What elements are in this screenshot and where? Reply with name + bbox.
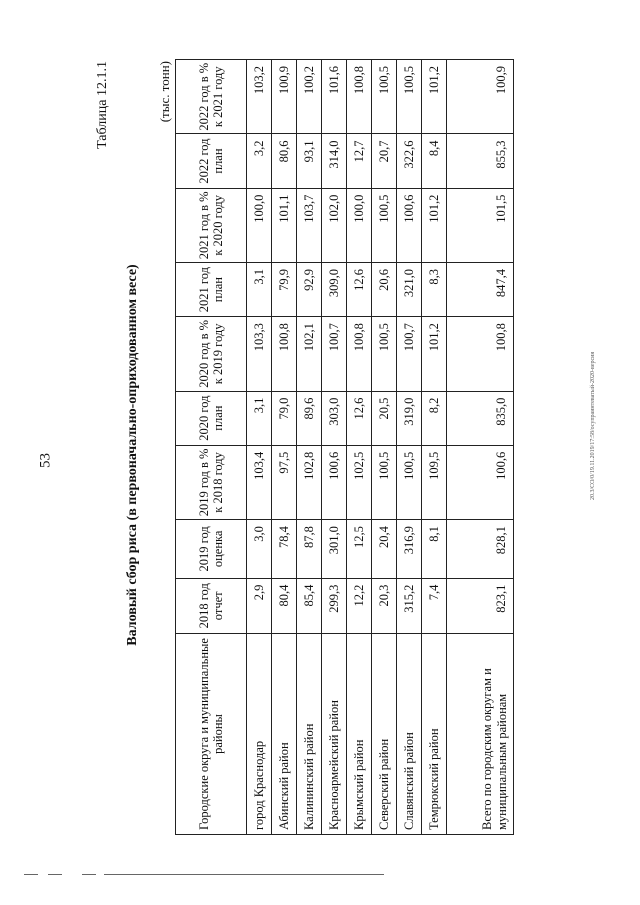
district-name: Всего по городским округам и муниципальным районам <box>447 634 514 835</box>
value-cell: 103,3 <box>247 317 272 391</box>
value-cell: 100,8 <box>347 317 372 391</box>
table-row <box>372 60 397 835</box>
value-cell: 100,7 <box>322 317 347 391</box>
value-cell: 301,0 <box>322 520 347 578</box>
value-cell: 855,3 <box>447 134 514 188</box>
table-label: Таблица 12.1.1 <box>95 61 110 149</box>
value-cell: 3,0 <box>247 520 272 578</box>
value-cell: 103,7 <box>297 188 322 262</box>
table-row <box>247 60 272 835</box>
value-cell: 8,3 <box>422 263 447 317</box>
value-cell: 20,4 <box>372 520 397 578</box>
data-table <box>175 59 514 835</box>
district-name: город Краснодар <box>247 634 272 835</box>
column-header: 2019 год оценка <box>176 520 247 578</box>
value-cell: 322,6 <box>397 134 422 188</box>
value-cell: 101,2 <box>422 317 447 391</box>
value-cell: 100,6 <box>397 188 422 262</box>
value-cell: 100,5 <box>397 60 422 134</box>
value-cell: 100,6 <box>447 445 514 519</box>
footer-rule <box>48 874 62 875</box>
value-cell: 12,7 <box>347 134 372 188</box>
value-cell: 100,5 <box>372 188 397 262</box>
value-cell: 101,2 <box>422 60 447 134</box>
column-header: 2018 год отчет <box>176 578 247 633</box>
page-number: 53 <box>37 453 54 468</box>
value-cell: 314,0 <box>322 134 347 188</box>
value-cell: 100,5 <box>397 445 422 519</box>
table-row <box>322 60 347 835</box>
column-header: 2019 год в % к 2018 году <box>176 445 247 519</box>
value-cell: 316,9 <box>397 520 422 578</box>
district-name: Абинский район <box>272 634 297 835</box>
value-cell: 3,1 <box>247 263 272 317</box>
value-cell: 3,1 <box>247 391 272 445</box>
value-cell: 103,4 <box>247 445 272 519</box>
column-header: 2022 год план <box>176 134 247 188</box>
value-cell: 303,0 <box>322 391 347 445</box>
column-header: 2022 год в % к 2021 году <box>176 60 247 134</box>
table-row <box>347 60 372 835</box>
value-cell: 79,0 <box>272 391 297 445</box>
rotated-page-content <box>75 45 595 865</box>
district-name: Северский район <box>372 634 397 835</box>
value-cell: 823,1 <box>447 578 514 633</box>
table-row <box>272 60 297 835</box>
column-header: Городские округа и муниципальные районы <box>176 634 247 835</box>
value-cell: 20,5 <box>372 391 397 445</box>
footer-rule <box>24 874 38 875</box>
footer-rule <box>104 874 384 875</box>
value-cell: 93,1 <box>297 134 322 188</box>
value-cell: 7,4 <box>422 578 447 633</box>
value-cell: 835,0 <box>447 391 514 445</box>
column-header: 2020 год план <box>176 391 247 445</box>
column-header: 2020 год в % к 2019 году <box>176 317 247 391</box>
value-cell: 87,8 <box>297 520 322 578</box>
value-cell: 828,1 <box>447 520 514 578</box>
header-row <box>176 60 247 835</box>
district-name: Калининский район <box>297 634 322 835</box>
value-cell: 12,5 <box>347 520 372 578</box>
value-cell: 109,5 <box>422 445 447 519</box>
value-cell: 100,5 <box>372 445 397 519</box>
value-cell: 8,1 <box>422 520 447 578</box>
value-cell: 79,9 <box>272 263 297 317</box>
units-label: (тыс. тонн) <box>157 61 172 123</box>
table-row <box>422 60 447 835</box>
value-cell: 20,6 <box>372 263 397 317</box>
district-name: Красноармейский район <box>322 634 347 835</box>
value-cell: 80,6 <box>272 134 297 188</box>
value-cell: 315,2 <box>397 578 422 633</box>
value-cell: 101,6 <box>322 60 347 134</box>
value-cell: 100,8 <box>447 317 514 391</box>
value-cell: 100,2 <box>297 60 322 134</box>
column-header: 2021 год план <box>176 263 247 317</box>
value-cell: 100,8 <box>272 317 297 391</box>
value-cell: 102,8 <box>297 445 322 519</box>
value-cell: 299,3 <box>322 578 347 633</box>
value-cell: 100,5 <box>372 60 397 134</box>
value-cell: 12,2 <box>347 578 372 633</box>
footer-code: 20.3/СО/0/19.11.2019/17:58/осупраинтеватый-2020-версия <box>590 351 596 500</box>
value-cell: 100,0 <box>247 188 272 262</box>
value-cell: 102,1 <box>297 317 322 391</box>
value-cell: 92,9 <box>297 263 322 317</box>
table-row <box>397 60 422 835</box>
value-cell: 100,7 <box>397 317 422 391</box>
value-cell: 12,6 <box>347 263 372 317</box>
value-cell: 100,0 <box>347 188 372 262</box>
value-cell: 101,1 <box>272 188 297 262</box>
value-cell: 102,5 <box>347 445 372 519</box>
value-cell: 2,9 <box>247 578 272 633</box>
value-cell: 85,4 <box>297 578 322 633</box>
district-name: Крымский район <box>347 634 372 835</box>
document-title: Валовый сбор риса (в первоначально-оприходованном весе) <box>125 264 140 646</box>
value-cell: 20,7 <box>372 134 397 188</box>
column-header: 2021 год в % к 2020 году <box>176 188 247 262</box>
table-row <box>297 60 322 835</box>
footer-rule <box>82 874 96 875</box>
value-cell: 78,4 <box>272 520 297 578</box>
value-cell: 100,8 <box>347 60 372 134</box>
district-name: Темрюкский район <box>422 634 447 835</box>
value-cell: 100,9 <box>272 60 297 134</box>
value-cell: 847,4 <box>447 263 514 317</box>
value-cell: 101,5 <box>447 188 514 262</box>
value-cell: 20,3 <box>372 578 397 633</box>
value-cell: 8,2 <box>422 391 447 445</box>
value-cell: 101,2 <box>422 188 447 262</box>
value-cell: 103,2 <box>247 60 272 134</box>
value-cell: 97,5 <box>272 445 297 519</box>
value-cell: 8,4 <box>422 134 447 188</box>
value-cell: 102,0 <box>322 188 347 262</box>
value-cell: 309,0 <box>322 263 347 317</box>
district-name: Славянский район <box>397 634 422 835</box>
value-cell: 319,0 <box>397 391 422 445</box>
value-cell: 100,9 <box>447 60 514 134</box>
value-cell: 100,6 <box>322 445 347 519</box>
total-row <box>447 60 514 835</box>
value-cell: 321,0 <box>397 263 422 317</box>
value-cell: 3,2 <box>247 134 272 188</box>
value-cell: 80,4 <box>272 578 297 633</box>
value-cell: 89,6 <box>297 391 322 445</box>
value-cell: 100,5 <box>372 317 397 391</box>
value-cell: 12,6 <box>347 391 372 445</box>
